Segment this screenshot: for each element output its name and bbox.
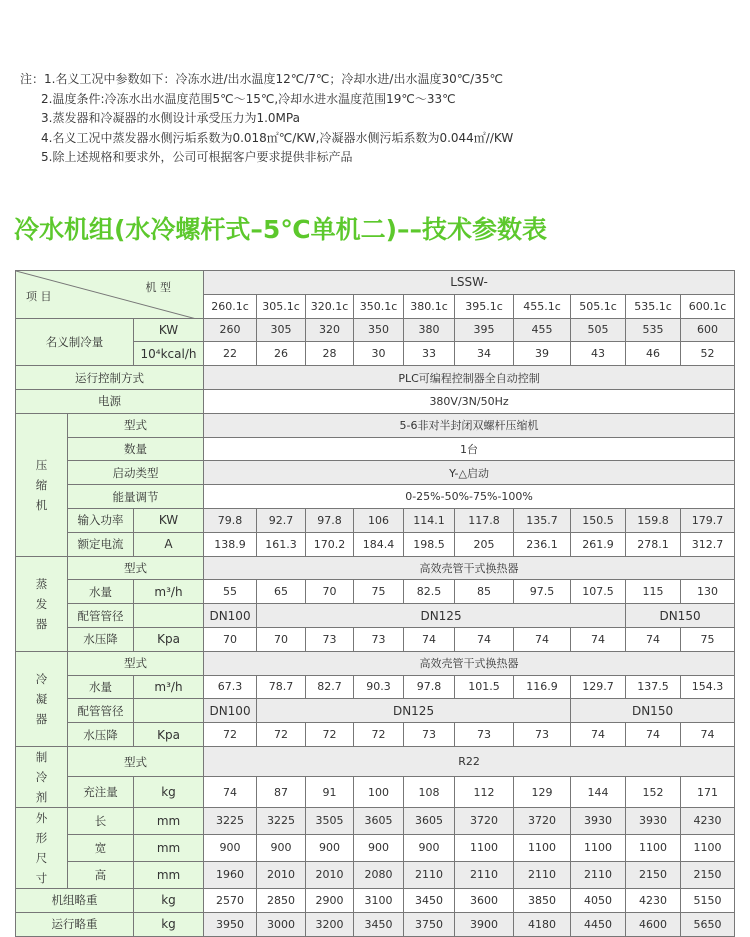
row-label: 水压降 xyxy=(68,723,134,747)
unit-label: kg xyxy=(134,888,204,912)
value-span-cell: DN100 xyxy=(204,604,257,628)
value-cell: 4600 xyxy=(626,912,681,936)
value-cell: 137.5 xyxy=(626,675,681,699)
row-label: 机组略重 xyxy=(16,888,134,912)
value-cell: 2110 xyxy=(404,861,455,888)
value-cell: 3850 xyxy=(514,888,571,912)
unit-label: Kpa xyxy=(134,627,204,651)
value-cell: 150.5 xyxy=(571,508,626,532)
value-cell: 2110 xyxy=(455,861,514,888)
value-cell: 43 xyxy=(571,342,626,366)
value-span-cell: 5-6非对半封闭双螺杆压缩机 xyxy=(204,413,735,437)
value-cell: 73 xyxy=(306,627,354,651)
unit-label: mm xyxy=(134,861,204,888)
value-cell: 101.5 xyxy=(455,675,514,699)
value-cell: 535 xyxy=(626,318,681,342)
unit-label: KW xyxy=(134,318,204,342)
value-cell: 3605 xyxy=(404,807,455,834)
note-4: 4.名义工况中蒸发器水侧污垢系数为0.018㎡℃/KW,冷凝器水侧污垢系数为0.044㎡//KW xyxy=(41,130,514,145)
table-row xyxy=(16,807,735,834)
value-cell: 5650 xyxy=(681,912,735,936)
value-cell: 2900 xyxy=(306,888,354,912)
value-cell: 108 xyxy=(404,777,455,808)
value-span-cell: DN150 xyxy=(626,604,735,628)
unit-label: m³/h xyxy=(134,580,204,604)
value-cell: 82.5 xyxy=(404,580,455,604)
value-cell: 87 xyxy=(257,777,306,808)
value-cell: 107.5 xyxy=(571,580,626,604)
row-label: 配管管径 xyxy=(68,699,134,723)
model-header: 260.1c xyxy=(204,294,257,318)
row-label: 型式 xyxy=(68,651,204,675)
row-label: 输入功率 xyxy=(68,508,134,532)
row-label: 启动类型 xyxy=(68,461,204,485)
row-label: 型式 xyxy=(68,413,204,437)
value-cell: 3750 xyxy=(404,912,455,936)
value-cell: 4180 xyxy=(514,912,571,936)
value-span-cell: 0-25%-50%-75%-100% xyxy=(204,485,735,509)
value-cell: 159.8 xyxy=(626,508,681,532)
value-cell: 600 xyxy=(681,318,735,342)
value-cell: 2150 xyxy=(681,861,735,888)
value-cell: 112 xyxy=(455,777,514,808)
table-row xyxy=(16,675,735,699)
value-cell: 135.7 xyxy=(514,508,571,532)
table-row xyxy=(16,413,735,437)
value-cell: 3930 xyxy=(626,807,681,834)
value-cell: 72 xyxy=(257,723,306,747)
value-cell: 74 xyxy=(204,777,257,808)
table-row xyxy=(16,912,735,936)
row-label: 高 xyxy=(68,861,134,888)
unit-label: A xyxy=(134,532,204,556)
value-span-cell: R22 xyxy=(204,746,735,777)
spec-table xyxy=(15,270,735,937)
value-cell: 70 xyxy=(257,627,306,651)
unit-label xyxy=(134,699,204,723)
note-1: 注：1.名义工况中参数如下：冷冻水进/出水温度12℃/7℃；冷却水进/出水温度30℃/35℃ xyxy=(20,72,503,86)
notes xyxy=(20,70,513,168)
table-corner xyxy=(16,271,204,319)
value-cell: 312.7 xyxy=(681,532,735,556)
row-label: 电源 xyxy=(16,389,204,413)
value-cell: 179.7 xyxy=(681,508,735,532)
value-cell: 116.9 xyxy=(514,675,571,699)
model-header: 505.1c xyxy=(571,294,626,318)
value-cell: 72 xyxy=(204,723,257,747)
value-cell: 1100 xyxy=(626,834,681,861)
value-cell: 3600 xyxy=(455,888,514,912)
value-cell: 100 xyxy=(354,777,404,808)
value-cell: 4230 xyxy=(681,807,735,834)
table-row xyxy=(16,485,735,509)
value-cell: 72 xyxy=(354,723,404,747)
value-cell: 4230 xyxy=(626,888,681,912)
series-name: LSSW- xyxy=(204,271,735,295)
value-cell: 78.7 xyxy=(257,675,306,699)
value-cell: 97.8 xyxy=(306,508,354,532)
value-cell: 97.8 xyxy=(404,675,455,699)
table-row xyxy=(16,437,735,461)
value-cell: 34 xyxy=(455,342,514,366)
value-cell: 1100 xyxy=(514,834,571,861)
table-row xyxy=(16,888,735,912)
row-label: 额定电流 xyxy=(68,532,134,556)
value-cell: 28 xyxy=(306,342,354,366)
table-row xyxy=(16,651,735,675)
value-cell: 1100 xyxy=(571,834,626,861)
row-label: 型式 xyxy=(68,556,204,580)
value-cell: 73 xyxy=(354,627,404,651)
value-cell: 74 xyxy=(626,627,681,651)
value-cell: 92.7 xyxy=(257,508,306,532)
table-row xyxy=(16,366,735,390)
value-cell: 97.5 xyxy=(514,580,571,604)
group-label: 冷凝器 xyxy=(16,651,68,746)
group-label: 压缩机 xyxy=(16,413,68,556)
group-label: 制冷剂 xyxy=(16,746,68,807)
value-cell: 305 xyxy=(257,318,306,342)
model-header: 305.1c xyxy=(257,294,306,318)
table-row xyxy=(16,556,735,580)
model-header: 455.1c xyxy=(514,294,571,318)
value-cell: 278.1 xyxy=(626,532,681,556)
value-cell: 2150 xyxy=(626,861,681,888)
value-cell: 22 xyxy=(204,342,257,366)
row-label: 配管管径 xyxy=(68,604,134,628)
row-label: 水量 xyxy=(68,580,134,604)
value-cell: 3605 xyxy=(354,807,404,834)
value-cell: 79.8 xyxy=(204,508,257,532)
value-cell: 171 xyxy=(681,777,735,808)
value-cell: 70 xyxy=(204,627,257,651)
row-label: 水压降 xyxy=(68,627,134,651)
corner-model-label: 机 型 xyxy=(145,281,172,294)
value-cell: 154.3 xyxy=(681,675,735,699)
group-label: 名义制冷量 xyxy=(16,318,134,366)
value-cell: 74 xyxy=(571,627,626,651)
table-row xyxy=(16,580,735,604)
value-cell: 82.7 xyxy=(306,675,354,699)
value-cell: 117.8 xyxy=(455,508,514,532)
value-cell: 3950 xyxy=(204,912,257,936)
table-row xyxy=(16,861,735,888)
value-cell: 70 xyxy=(306,580,354,604)
row-label: 水量 xyxy=(68,675,134,699)
header-row xyxy=(16,271,735,295)
table-row xyxy=(16,461,735,485)
value-cell: 3930 xyxy=(571,807,626,834)
value-cell: 74 xyxy=(404,627,455,651)
value-cell: 2010 xyxy=(257,861,306,888)
row-label: 能量调节 xyxy=(68,485,204,509)
value-cell: 3720 xyxy=(455,807,514,834)
value-cell: 73 xyxy=(455,723,514,747)
model-header: 600.1c xyxy=(681,294,735,318)
value-cell: 39 xyxy=(514,342,571,366)
row-label: 长 xyxy=(68,807,134,834)
value-cell: 900 xyxy=(306,834,354,861)
unit-label: mm xyxy=(134,834,204,861)
value-cell: 320 xyxy=(306,318,354,342)
value-cell: 144 xyxy=(571,777,626,808)
value-cell: 2570 xyxy=(204,888,257,912)
value-cell: 2110 xyxy=(514,861,571,888)
value-cell: 129.7 xyxy=(571,675,626,699)
unit-label: kg xyxy=(134,777,204,808)
value-cell: 106 xyxy=(354,508,404,532)
value-cell: 236.1 xyxy=(514,532,571,556)
value-cell: 152 xyxy=(626,777,681,808)
unit-label: KW xyxy=(134,508,204,532)
page-title: 冷水机组(水冷螺杆式–5℃单机二)––技术参数表 xyxy=(14,215,548,244)
table-row xyxy=(16,834,735,861)
value-cell: 350 xyxy=(354,318,404,342)
model-header: 395.1c xyxy=(455,294,514,318)
value-cell: 114.1 xyxy=(404,508,455,532)
value-cell: 900 xyxy=(257,834,306,861)
value-cell: 30 xyxy=(354,342,404,366)
value-cell: 2110 xyxy=(571,861,626,888)
table-row xyxy=(16,389,735,413)
table-row xyxy=(16,699,735,723)
table-row xyxy=(16,627,735,651)
value-cell: 3000 xyxy=(257,912,306,936)
value-cell: 91 xyxy=(306,777,354,808)
value-cell: 260 xyxy=(204,318,257,342)
value-cell: 395 xyxy=(455,318,514,342)
value-cell: 65 xyxy=(257,580,306,604)
value-span-cell: Y-△启动 xyxy=(204,461,735,485)
value-cell: 4050 xyxy=(571,888,626,912)
value-cell: 74 xyxy=(514,627,571,651)
value-cell: 5150 xyxy=(681,888,735,912)
value-cell: 455 xyxy=(514,318,571,342)
value-cell: 3720 xyxy=(514,807,571,834)
value-cell: 72 xyxy=(306,723,354,747)
model-header: 350.1c xyxy=(354,294,404,318)
value-cell: 55 xyxy=(204,580,257,604)
value-cell: 75 xyxy=(354,580,404,604)
value-cell: 1100 xyxy=(455,834,514,861)
value-span-cell: 380V/3N/50Hz xyxy=(204,389,735,413)
value-cell: 4450 xyxy=(571,912,626,936)
value-cell: 74 xyxy=(681,723,735,747)
value-cell: 129 xyxy=(514,777,571,808)
value-cell: 46 xyxy=(626,342,681,366)
unit-label: 10⁴kcal/h xyxy=(134,342,204,366)
value-cell: 2850 xyxy=(257,888,306,912)
value-cell: 26 xyxy=(257,342,306,366)
value-span-cell: DN100 xyxy=(204,699,257,723)
model-header: 320.1c xyxy=(306,294,354,318)
value-span-cell: DN125 xyxy=(257,604,626,628)
unit-label: kg xyxy=(134,912,204,936)
value-cell: 73 xyxy=(404,723,455,747)
value-cell: 3900 xyxy=(455,912,514,936)
value-cell: 261.9 xyxy=(571,532,626,556)
table-row xyxy=(16,746,735,777)
value-cell: 900 xyxy=(404,834,455,861)
value-span-cell: 高效壳管干式换热器 xyxy=(204,651,735,675)
value-cell: 380 xyxy=(404,318,455,342)
value-span-cell: 高效壳管干式换热器 xyxy=(204,556,735,580)
note-2: 2.温度条件:冷冻水出水温度范围5℃～15℃,冷却水进水温度范围19℃～33℃ xyxy=(41,91,456,106)
unit-label: m³/h xyxy=(134,675,204,699)
value-cell: 900 xyxy=(354,834,404,861)
value-cell: 52 xyxy=(681,342,735,366)
value-cell: 1100 xyxy=(681,834,735,861)
value-cell: 2080 xyxy=(354,861,404,888)
unit-label xyxy=(134,604,204,628)
value-cell: 3100 xyxy=(354,888,404,912)
table-row xyxy=(16,604,735,628)
row-label: 数量 xyxy=(68,437,204,461)
value-span-cell: PLC可编程控制器全自动控制 xyxy=(204,366,735,390)
value-cell: 74 xyxy=(571,723,626,747)
value-cell: 1960 xyxy=(204,861,257,888)
value-cell: 75 xyxy=(681,627,735,651)
value-cell: 138.9 xyxy=(204,532,257,556)
note-5: 5.除上述规格和要求外，公司可根据客户要求提供非标产品 xyxy=(41,150,353,164)
table-row xyxy=(16,777,735,808)
value-cell: 2010 xyxy=(306,861,354,888)
value-cell: 900 xyxy=(204,834,257,861)
table-row xyxy=(16,508,735,532)
value-cell: 3450 xyxy=(404,888,455,912)
value-cell: 115 xyxy=(626,580,681,604)
value-cell: 67.3 xyxy=(204,675,257,699)
value-cell: 184.4 xyxy=(354,532,404,556)
value-cell: 73 xyxy=(514,723,571,747)
value-cell: 3200 xyxy=(306,912,354,936)
value-cell: 74 xyxy=(455,627,514,651)
corner-item-label: 项 目 xyxy=(26,290,52,303)
value-cell: 205 xyxy=(455,532,514,556)
group-label: 外形尺寸 xyxy=(16,807,68,888)
note-3: 3.蒸发器和冷凝器的水侧设计承受压力为1.0MPa xyxy=(41,111,300,125)
value-span-cell: DN125 xyxy=(257,699,571,723)
group-label: 蒸发器 xyxy=(16,556,68,651)
row-label: 宽 xyxy=(68,834,134,861)
row-label: 型式 xyxy=(68,746,204,777)
value-cell: 3505 xyxy=(306,807,354,834)
value-span-cell: 1台 xyxy=(204,437,735,461)
value-cell: 74 xyxy=(626,723,681,747)
value-cell: 85 xyxy=(455,580,514,604)
value-cell: 33 xyxy=(404,342,455,366)
model-header: 380.1c xyxy=(404,294,455,318)
value-cell: 198.5 xyxy=(404,532,455,556)
value-cell: 130 xyxy=(681,580,735,604)
row-label: 运行略重 xyxy=(16,912,134,936)
row-label: 充注量 xyxy=(68,777,134,808)
value-cell: 90.3 xyxy=(354,675,404,699)
model-header: 535.1c xyxy=(626,294,681,318)
value-cell: 3225 xyxy=(204,807,257,834)
value-cell: 161.3 xyxy=(257,532,306,556)
value-cell: 170.2 xyxy=(306,532,354,556)
value-span-cell: DN150 xyxy=(571,699,735,723)
value-cell: 505 xyxy=(571,318,626,342)
row-label: 运行控制方式 xyxy=(16,366,204,390)
unit-label: Kpa xyxy=(134,723,204,747)
value-cell: 3225 xyxy=(257,807,306,834)
value-cell: 3450 xyxy=(354,912,404,936)
table-row xyxy=(16,532,735,556)
unit-label: mm xyxy=(134,807,204,834)
table-row xyxy=(16,723,735,747)
table-row xyxy=(16,318,735,342)
